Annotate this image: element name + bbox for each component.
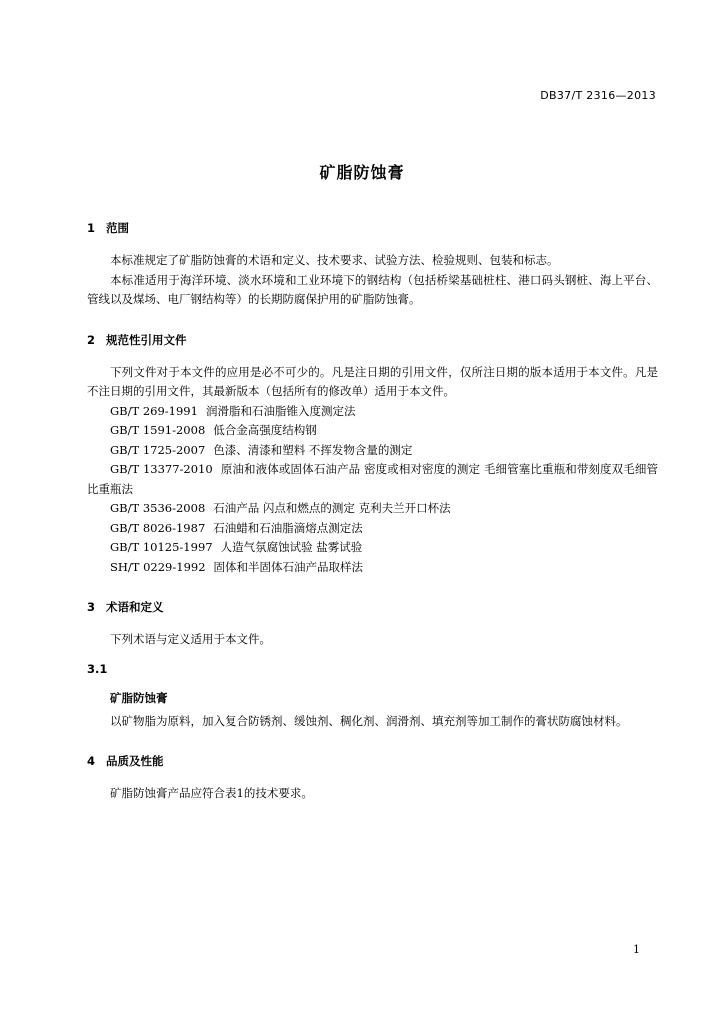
reference-item bbox=[87, 538, 658, 558]
section-title: 术语和定义 bbox=[106, 600, 164, 614]
document-title: 矿脂防蚀膏 bbox=[319, 163, 405, 182]
section-2-intro: 下列文件对于本文件的应用是必不可少的。凡是注日期的引用文件，仅所注日期的版本适用于本文件。凡是不注日期的引用文件，其最新版本（包括所有的修改单）适用于本文件。 bbox=[87, 364, 658, 398]
section-title: 范围 bbox=[106, 221, 129, 235]
reference-title: 石油蜡和石油脂滴熔点测定法 bbox=[213, 520, 363, 535]
section-number: 1 bbox=[87, 221, 96, 235]
reference-title: 润滑脂和石油脂锥入度测定法 bbox=[205, 403, 356, 418]
section-1-paragraph-2: 本标准适用于海洋环境、淡水环境和工业环境下的钢结构（包括桥梁基础桩柱、港口码头钢桩、海上平台、管线以及煤场、电厂钢结构等）的长期防腐保护用的矿脂防蚀膏。 bbox=[87, 272, 658, 306]
reference-code: GB/T 10125-1997 bbox=[110, 540, 213, 554]
reference-code: SH/T 0229-1992 bbox=[110, 559, 206, 574]
term-definition: 以矿物脂为原料，加入复合防锈剂、缓蚀剂、稠化剂、润滑剂、填充剂等加工制作的膏状防腐蚀材料。 bbox=[110, 713, 628, 728]
reference-item bbox=[87, 441, 658, 461]
standard-code: DB37/T 2316—2013 bbox=[540, 89, 656, 102]
section-number: 3 bbox=[87, 600, 96, 614]
section-2-heading bbox=[87, 330, 658, 350]
section-number: 4 bbox=[87, 754, 96, 768]
section-3-heading bbox=[87, 597, 658, 617]
section-title: 品质及性能 bbox=[106, 754, 164, 768]
reference-code: GB/T 8026-1987 bbox=[110, 520, 206, 535]
reference-item bbox=[87, 558, 658, 578]
section-1-heading bbox=[87, 218, 658, 238]
reference-title: 人造气氛腐蚀试验 盐雾试验 bbox=[220, 540, 363, 554]
section-1-paragraph-1: 本标准规定了矿脂防蚀膏的术语和定义、技术要求、试验方法、检验规则、包装和标志。 bbox=[110, 253, 559, 267]
reference-title: 低合金高强度结构钢 bbox=[213, 423, 317, 437]
reference-title: 石油产品 闪点和燃点的测定 克利夫兰开口杯法 bbox=[213, 501, 451, 515]
reference-title: 固体和半固体石油产品取样法 bbox=[213, 559, 364, 574]
section-title: 规范性引用文件 bbox=[106, 332, 187, 347]
section-4-intro: 矿脂防蚀膏产品应符合表1的技术要求。 bbox=[110, 786, 313, 800]
reference-item bbox=[87, 499, 658, 519]
reference-code: GB/T 3536-2008 bbox=[110, 501, 206, 515]
reference-code: GB/T 13377-2010 bbox=[110, 462, 213, 476]
term-name: 矿脂防蚀膏 bbox=[110, 690, 168, 705]
section-4-heading bbox=[87, 751, 658, 771]
reference-item bbox=[87, 519, 658, 539]
page-number: 1 bbox=[633, 943, 640, 956]
reference-code: GB/T 1591-2008 bbox=[110, 423, 206, 437]
section-3-intro: 下列术语与定义适用于本文件。 bbox=[110, 632, 271, 646]
reference-item bbox=[87, 402, 658, 422]
reference-title: 色漆、清漆和塑料 不挥发物含量的测定 bbox=[213, 442, 413, 457]
reference-item bbox=[87, 421, 658, 441]
document-body bbox=[87, 218, 658, 804]
reference-item bbox=[87, 460, 658, 499]
term-number: 3.1 bbox=[87, 661, 108, 676]
reference-code: GB/T 269-1991 bbox=[110, 403, 198, 418]
reference-title: 原油和液体或固体石油产品 密度或相对密度的测定 毛细管塞比重瓶和带刻度双毛细管比重瓶法 bbox=[87, 462, 659, 496]
reference-code: GB/T 1725-2007 bbox=[110, 442, 206, 457]
section-number: 2 bbox=[87, 332, 96, 347]
